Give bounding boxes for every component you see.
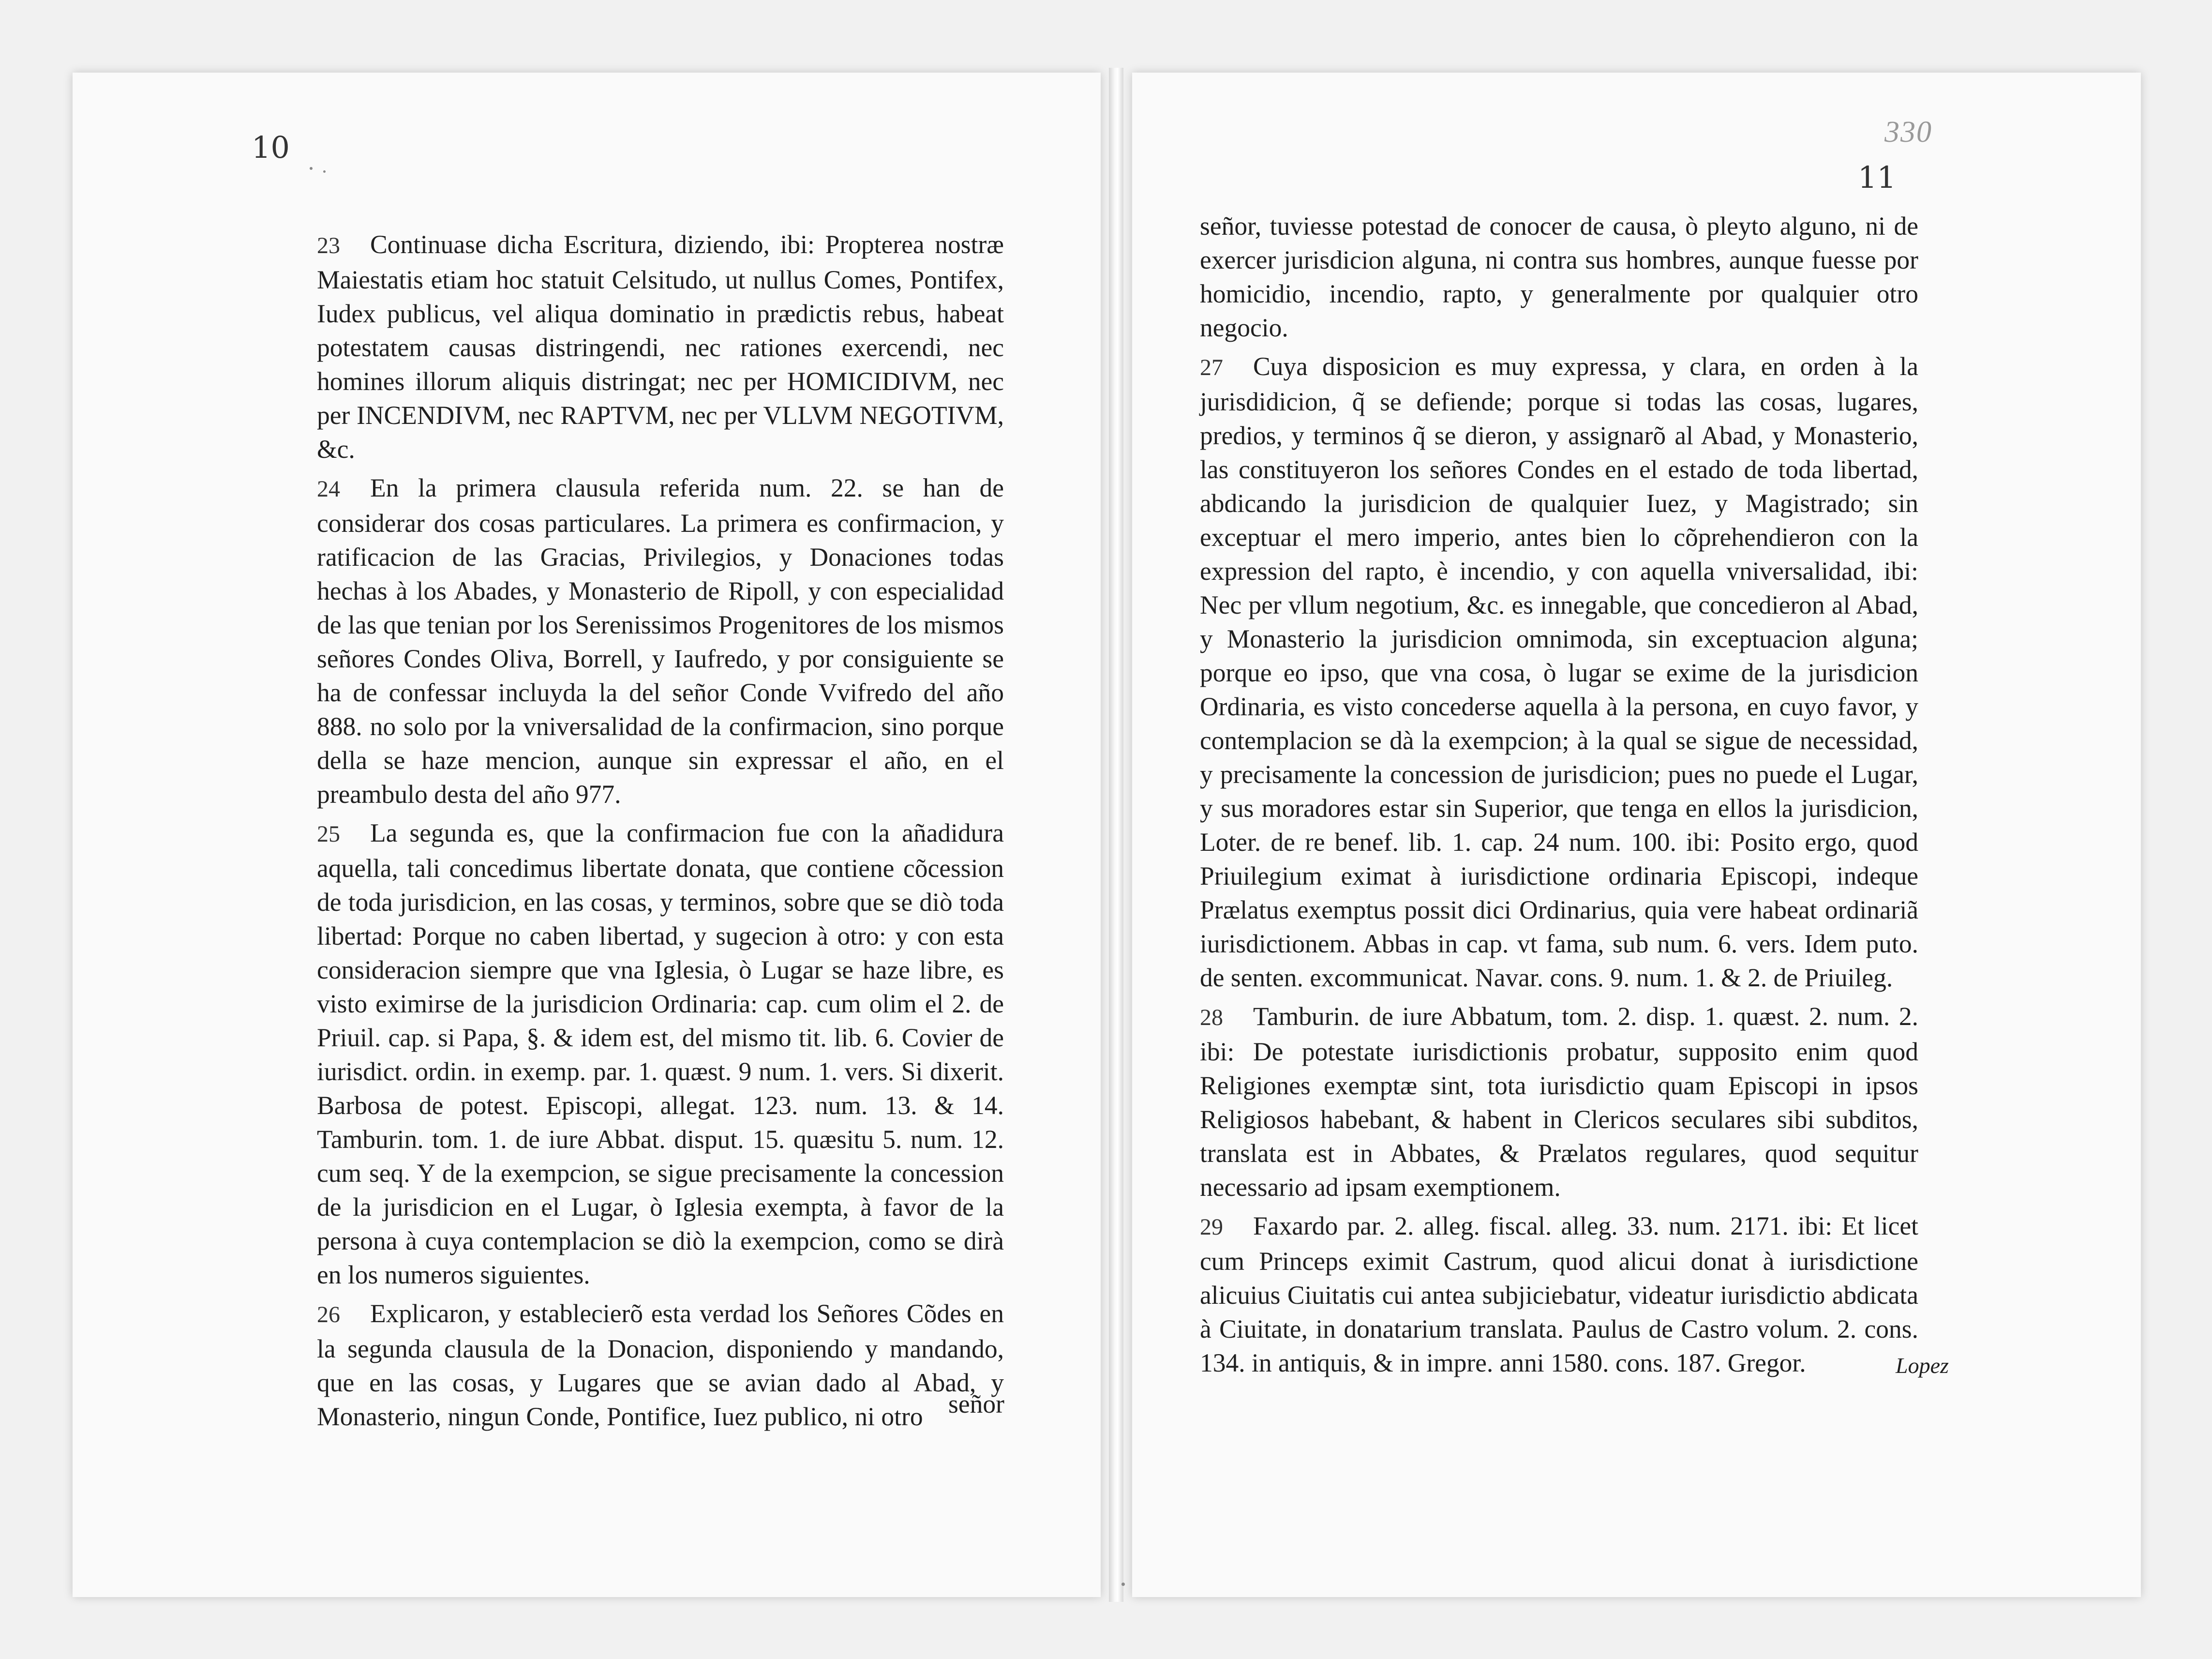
paragraph-text: En la primera clausula referida num. 22. se han de considerar dos cosas particulares. La primera es confirmacion, y ratificacion de las Gracias, Privilegios, y Donaciones todas hechas à los Abades, y Monasterio de Ripoll, y con especialidad de las que tenian por los Serenissimos Progenitores de los mismos señores Condes Oliva, Borrell, y Iaufredo, y por consiguiente se ha de confessar incluyda la del señor Conde Vvifredo del año 888. no solo por la vniversalidad de la confirmacion, sino porque della se haze mencion, aunque sin expressar el año, en el preambulo desta del año 977. xyxy=(317,473,1004,809)
left-text-column xyxy=(317,227,1004,1438)
paragraph-number: 27 xyxy=(1200,355,1223,380)
right-catchword: Lopez xyxy=(1896,1353,1949,1378)
paragraph-text: Cuya disposicion es muy expressa, y clara, en orden à la jurisdidicion, q̃ se defiende; porque si todas las cosas, lugares, predios, y terminos q̃ se dieron, y assignarõ al Abad, y Monasterio, las constituyeron los señores Condes en el estado de toda libertad, abdicando la jurisdicion de qualquier Iuez, y Magistrado; sin exceptuar el mero imperio, antes bien lo cõprehendieron con la expression del rapto, è incendio, y con aquella vniversalidad, ibi: Nec per vllum negotium, &c. es innegable, que concedieron al Abad, y Monasterio la jurisdicion omnimoda, sin exceptuacion alguna; porque eo ipso, que vna cosa, ò lugar se exime de la jurisdicion Ordinaria, es visto concederse aquella à la persona, en cuyo favor, y contemplacion se dà la exempcion; à la qual se sigue de necessidad, y precisamente la concession de jurisdicion; pues no puede el Lugar, y sus moradores estar sin Superior, que tenga en ellos la jurisdicion, Loter. de re benef. lib. 1. cap. 24 num. 100. ibi: Posito ergo, quod Priuilegium eximat à iurisdictione ordinaria Episcopi, indeque Prælatus exemptus possit dici Ordinarius, quia vere habeat ordinariã iurisdictionem. Abbas in cap. vt fama, sub num. 6. vers. Idem puto. de senten. excommunicat. Navar. cons. 9. num. 1. & 2. de Priuileg. xyxy=(1200,352,1918,992)
archive-stamp-number: 330 xyxy=(1884,116,1932,149)
paragraph-25 xyxy=(317,816,1004,1292)
left-catchword: señor xyxy=(948,1389,1004,1418)
right-folio-number: 11 xyxy=(1858,160,1896,195)
paragraph-text: Explicaron, y establecierõ esta verdad los Señores Cõdes en la segunda clausula de la Donacion, disponiendo y mandando, que en las cosas, y Lugares que se avian dado al Abad, y Monasterio, ningun Conde, Pontifice, Iuez publico, ni otro xyxy=(317,1299,1004,1431)
paragraph-text: Faxardo par. 2. alleg. fiscal. alleg. 33. num. 2171. ibi: Et licet cum Princeps eximit Castrum, quod alicui donat à iurisdictione alicuius Ciuitatis cui antea subjiciebatur, videatur iurisdictio abdicata à Ciuitate, in donatarium translata. Paulus de Castro volum. 2. cons. 134. in antiquis, & in impre. anni 1580. cons. 187. Gregor. xyxy=(1200,1211,1918,1377)
paragraph-27 xyxy=(1200,349,1918,995)
book-gutter xyxy=(1109,68,1123,1602)
ink-speck xyxy=(310,167,313,170)
paragraph-number: 24 xyxy=(317,476,340,502)
paragraph-number: 29 xyxy=(1200,1214,1223,1240)
paragraph-continuation xyxy=(1200,209,1918,345)
paragraph-23 xyxy=(317,227,1004,466)
paragraph-text: Continuase dicha Escritura, diziendo, ibi: Propterea nostræ Maiestatis etiam hoc statuit Celsitudo, ut nullus Comes, Pontifex, Iudex publicus, vel aliqua dominatio in prædictis rebus, habeat potestatem causas distringendi, nec rationes exercendi, nec homines illorum aliquis distringat; nec per HOMICIDIVM, nec per INCENDIVM, nec RAPTVM, nec per VLLVM NEGOTIVM, &c. xyxy=(317,230,1004,464)
right-text-column xyxy=(1200,209,1918,1385)
ink-speck xyxy=(323,170,326,173)
paragraph-26 xyxy=(317,1297,1004,1433)
left-folio-number: 10 xyxy=(252,130,290,165)
paragraph-text: Tamburin. de iure Abbatum, tom. 2. disp. 1. quæst. 2. num. 2. ibi: De potestate iurisdictionis probatur, supposito enim quod Religiones exemptæ sint, tota iurisdictio quam Episcopi in ipsos Religiosos habebant, & habent in Clericos seculares sibi subditos, translata est in Abbates, & Prælatos regulares, quod sequitur necessario ad ipsam exemptionem. xyxy=(1200,1002,1918,1202)
paragraph-text: señor, tuviesse potestad de conocer de causa, ò pleyto alguno, ni de exercer jurisdicion alguna, ni contra sus hombres, aunque fuesse por homicidio, incendio, rapto, y generalmente por qualquier otro negocio. xyxy=(1200,211,1918,342)
paragraph-number: 23 xyxy=(317,233,340,258)
paragraph-28 xyxy=(1200,999,1918,1204)
paragraph-24 xyxy=(317,471,1004,811)
paragraph-number: 25 xyxy=(317,821,340,847)
paragraph-text: La segunda es, que la confirmacion fue con la añadidura aquella, tali concedimus libertate donata, que contiene cõcession de toda jurisdicion, en las cosas, y terminos, sobre que se diò toda libertad: Porque no caben libertad, y sugecion à otro: y con esta consideracion siempre que vna Iglesia, ò Lugar se haze libre, es visto eximirse de la jurisdicion Ordinaria: cap. cum olim el 2. de Priuil. cap. si Papa, §. & idem est, del mismo tit. lib. 6. Covier de iurisdict. ordin. in exemp. par. 1. quæst. 9 num. 1. vers. Si dixerit. Barbosa de potest. Episcopi, allegat. 123. num. 13. & 14. Tamburin. tom. 1. de iure Abbat. disput. 15. quæsitu 5. num. 12. cum seq. Y de la exempcion, se sigue precisamente la concession de la jurisdicion en el Lugar, ò Iglesia exempta, à favor de la persona à cuya contemplacion se diò la exempcion, como se dirà en los numeros siguientes. xyxy=(317,818,1004,1289)
paragraph-number: 26 xyxy=(317,1302,340,1327)
paragraph-number: 28 xyxy=(1200,1005,1223,1030)
paragraph-29 xyxy=(1200,1209,1918,1380)
ink-speck xyxy=(1121,1583,1125,1586)
